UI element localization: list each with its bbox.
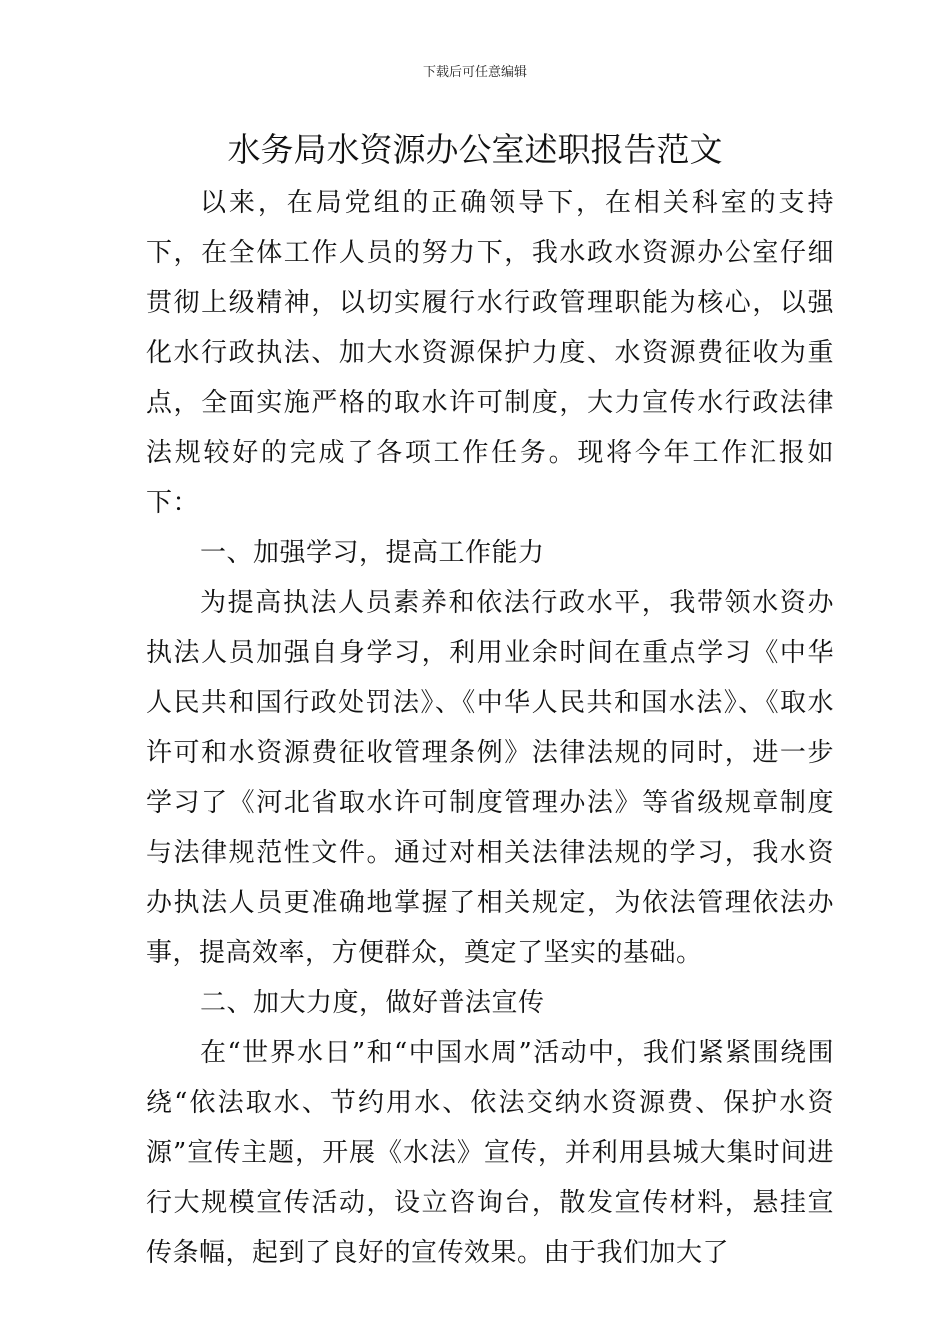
section-heading-2: 二、加大力度，做好普法宣传: [200, 988, 545, 1018]
document-title: 水务局水资源办公室述职报告范文: [227, 130, 723, 169]
header-note: 下载后可任意编辑: [422, 65, 527, 80]
paragraph-intro: 以来，在局党组的正确领导下，在相关科室的支持下，在全体工作人员的努力下，我水政水资源办公室仔细贯彻上级精神，以切实履行水行政管理职能为核心，以强化水行政执法、加大水资源保护力度、水资源费征收为重点，全面实施严格的取水许可制度，大力宣传水行政法律法规较好的完成了各项工作任务。现将今年工作汇报如下：: [146, 188, 834, 518]
paragraph-study: 为提高执法人员素养和依法行政水平，我带领水资办执法人员加强自身学习，利用业余时间在重点学习《中华人民共和国行政处罚法》、《中华人民共和国水法》、《取水许可和水资源费征收管理条例》法律法规的同时，进一步学习了《河北省取水许可制度管理办法》等省级规章制度与法律规范性文件。通过对相关法律法规的学习，我水资办执法人员更准确地掌握了相关规定，为依法管理依法办事，提高效率，方便群众，奠定了坚实的基础。: [146, 588, 834, 968]
section-heading-1: 一、加强学习，提高工作能力: [200, 538, 545, 568]
paragraph-publicity: 在“世界水日”和“中国水周”活动中，我们紧紧围绕围绕“依法取水、节约用水、依法交纳水资源费、保护水资源”宣传主题，开展《水法》宣传，并利用县城大集时间进行大规模宣传活动，设立咨询台，散发宣传材料，悬挂宣传条幅，起到了良好的宣传效果。由于我们加大了: [146, 1038, 834, 1268]
document-body: [146, 178, 834, 1278]
